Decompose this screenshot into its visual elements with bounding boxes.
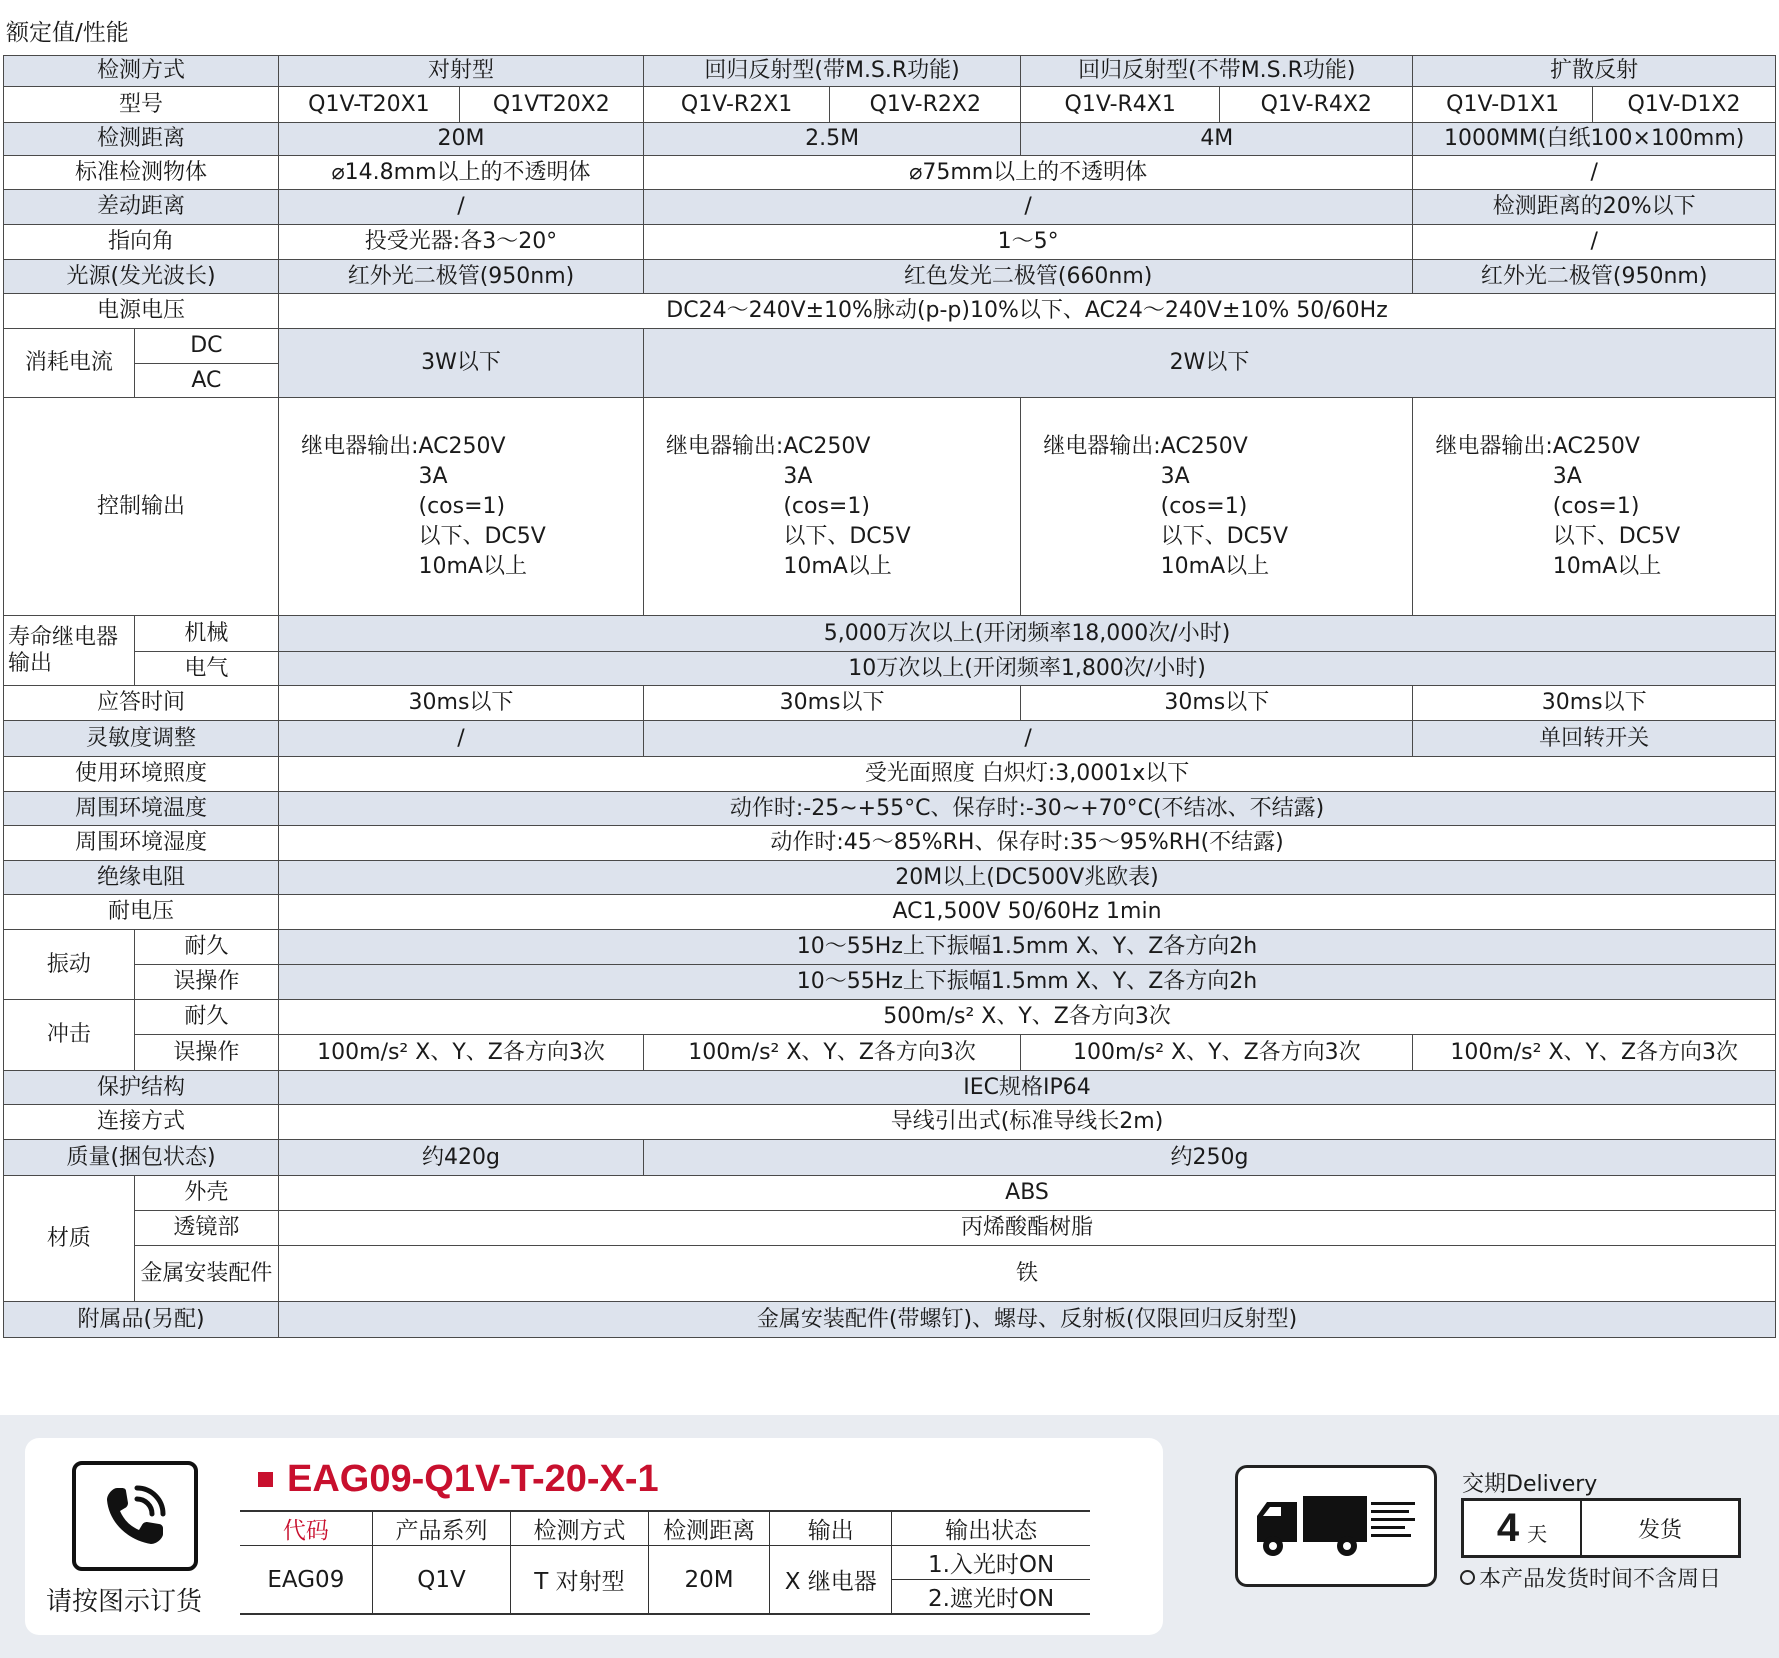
row-label: 灵敏度调整 xyxy=(4,721,279,757)
delivery-box xyxy=(1461,1498,1741,1558)
relay-value: AC250V xyxy=(783,433,871,459)
table-row xyxy=(4,721,1776,757)
cell: 铁 xyxy=(279,1246,1776,1302)
table-row xyxy=(4,757,1776,792)
table-row xyxy=(4,616,1776,652)
row-label: 保护结构 xyxy=(4,1071,279,1105)
table-row xyxy=(4,190,1776,225)
cell: 10万次以上(开闭频率1,800次/小时) xyxy=(279,652,1776,686)
header-cell: 代码 xyxy=(240,1511,372,1546)
cell: 回归反射型(不带M.S.R功能) xyxy=(1021,56,1413,87)
table-row xyxy=(4,1211,1776,1246)
row-label: 差动距离 xyxy=(4,190,279,225)
cell: AC1,500V 50/60Hz 1min xyxy=(279,895,1776,930)
sub-label: 耐久 xyxy=(134,1000,278,1035)
table-row xyxy=(4,792,1776,826)
cell: 红色发光二极管(660nm) xyxy=(643,260,1412,294)
cell: 3W以下 xyxy=(279,329,644,398)
relay-cell xyxy=(643,398,1020,616)
cell: 20M以上(DC500V兆欧表) xyxy=(279,861,1776,895)
relay-value: 10mA以上 xyxy=(783,553,892,579)
cell: 30ms以下 xyxy=(279,686,644,721)
cell: Q1V-D1X2 xyxy=(1592,87,1775,123)
cell: 检测距离的20%以下 xyxy=(1413,190,1776,225)
order-hint: 请按图示订货 xyxy=(46,1587,203,1617)
cell: Q1V-R4X2 xyxy=(1220,87,1413,123)
relay-label: 继电器输出: xyxy=(1435,433,1553,459)
section-title: 额定值/性能 xyxy=(6,20,129,46)
cell: 30ms以下 xyxy=(643,686,1020,721)
sub-label: 电气 xyxy=(134,652,278,686)
relay-value: AC250V xyxy=(1160,433,1248,459)
sub-label: 误操作 xyxy=(134,1035,278,1071)
relay-value: 以下、DC5V xyxy=(1160,523,1289,549)
cell: Q1V-D1X1 xyxy=(1413,87,1593,123)
relay-value: AC250V xyxy=(1552,433,1640,459)
circle-bullet-icon xyxy=(1460,1570,1475,1585)
state-cell: 2.遮光时ON xyxy=(892,1580,1090,1615)
cell: 扩散反射 xyxy=(1413,56,1776,87)
cell: / xyxy=(1413,225,1776,260)
cell: 导线引出式(标准导线长2m) xyxy=(279,1105,1776,1140)
table-row xyxy=(4,965,1776,1000)
delivery-days-number: 4 xyxy=(1496,1505,1520,1550)
cell: 10～55Hz上下振幅1.5mm X、Y、Z各方向2h xyxy=(279,965,1776,1000)
row-label: 指向角 xyxy=(4,225,279,260)
cell: / xyxy=(279,721,644,757)
table-row xyxy=(4,56,1776,87)
row-label: 振动 xyxy=(4,930,135,1000)
relay-value: (cos=1) xyxy=(1160,493,1248,519)
cell: 100m/s² X、Y、Z各方向3次 xyxy=(643,1035,1020,1071)
delivery-note-text: 本产品发货时间不含周日 xyxy=(1479,1567,1722,1592)
table-row xyxy=(4,861,1776,895)
sub-label: 机械 xyxy=(134,616,278,652)
cell: 动作时:-25~+55°C、保存时:-30~+70°C(不结冰、不结露) xyxy=(279,792,1776,826)
row-label: 电源电压 xyxy=(4,294,279,329)
row-label: 绝缘电阻 xyxy=(4,861,279,895)
cell: 20M xyxy=(279,123,644,156)
cell: 1000MM(白纸100×100mm) xyxy=(1413,123,1776,156)
order-code-text: EAG09-Q1V-T-20-X-1 xyxy=(287,1458,659,1500)
cell: 4M xyxy=(1021,123,1413,156)
phone-icon xyxy=(72,1461,198,1571)
relay-value: 10mA以上 xyxy=(418,553,527,579)
relay-label: 继电器输出: xyxy=(665,433,784,459)
table-row xyxy=(4,1140,1776,1176)
cell: Q1V-R2X1 xyxy=(643,87,829,123)
row-label: 应答时间 xyxy=(4,686,279,721)
row-label: 检测方式 xyxy=(4,56,279,87)
table-row xyxy=(240,1546,1090,1580)
table-row xyxy=(4,260,1776,294)
cell: / xyxy=(1413,156,1776,190)
value-cell: Q1V xyxy=(372,1546,511,1615)
cell: 100m/s² X、Y、Z各方向3次 xyxy=(279,1035,644,1071)
value-cell: T 对射型 xyxy=(511,1546,648,1615)
value-cell: 20M xyxy=(648,1546,770,1615)
header-cell: 输出 xyxy=(770,1511,892,1546)
delivery-ship: 发货 xyxy=(1637,1517,1682,1543)
table-row xyxy=(4,87,1776,123)
cell: 对射型 xyxy=(279,56,644,87)
cell: 金属安装配件(带螺钉)、螺母、反射板(仅限回归反射型) xyxy=(279,1302,1776,1338)
sub-label: 金属安装配件 xyxy=(134,1246,278,1302)
bullet-square-icon xyxy=(258,1472,273,1487)
table-row xyxy=(4,686,1776,721)
table-row xyxy=(4,1302,1776,1338)
sub-label: 外壳 xyxy=(134,1176,278,1211)
row-label: 寿命继电器输出 xyxy=(4,616,135,686)
relay-value: (cos=1) xyxy=(1552,493,1640,519)
relay-value: 3A xyxy=(418,463,448,489)
table-row xyxy=(240,1511,1090,1546)
table-row xyxy=(4,930,1776,965)
relay-value: 3A xyxy=(783,463,813,489)
table-row xyxy=(4,225,1776,260)
table-row xyxy=(4,398,1776,616)
sub-label: AC xyxy=(134,364,278,398)
relay-value: 10mA以上 xyxy=(1160,553,1270,579)
cell: Q1VT20X2 xyxy=(459,87,643,123)
relay-cell xyxy=(1021,398,1413,616)
cell: Q1V-R2X2 xyxy=(830,87,1021,123)
table-row xyxy=(4,329,1776,364)
table-row xyxy=(4,1246,1776,1302)
relay-value: 以下、DC5V xyxy=(1552,523,1681,549)
sub-label: 耐久 xyxy=(134,930,278,965)
table-row xyxy=(4,652,1776,686)
table-row xyxy=(4,826,1776,861)
cell: 丙烯酸酯树脂 xyxy=(279,1211,1776,1246)
cell: DC24～240V±10%脉动(p-p)10%以下、AC24～240V±10% 50/60Hz xyxy=(279,294,1776,329)
relay-label: 继电器输出: xyxy=(301,433,419,459)
relay-value: 3A xyxy=(1160,463,1190,489)
cell: 100m/s² X、Y、Z各方向3次 xyxy=(1413,1035,1776,1071)
row-label: 周围环境湿度 xyxy=(4,826,279,861)
table-row xyxy=(4,156,1776,190)
cell: 红外光二极管(950nm) xyxy=(1413,260,1776,294)
cell: 2.5M xyxy=(643,123,1020,156)
header-cell: 输出状态 xyxy=(892,1511,1090,1546)
relay-value: 以下、DC5V xyxy=(783,523,911,549)
row-label: 消耗电流 xyxy=(4,329,135,398)
table-row xyxy=(4,895,1776,930)
truck-icon xyxy=(1235,1465,1437,1587)
header-cell: 产品系列 xyxy=(372,1511,511,1546)
cell: 动作时:45～85%RH、保存时:35～95%RH(不结露) xyxy=(279,826,1776,861)
row-label: 冲击 xyxy=(4,1000,135,1071)
relay-value: (cos=1) xyxy=(783,493,870,519)
delivery-label: 交期Delivery xyxy=(1462,1472,1598,1497)
cell: / xyxy=(643,190,1412,225)
cell: IEC规格IP64 xyxy=(279,1071,1776,1105)
table-row xyxy=(4,1035,1776,1071)
row-label: 检测距离 xyxy=(4,123,279,156)
cell: / xyxy=(279,190,644,225)
state-cell: 1.入光时ON xyxy=(892,1546,1090,1580)
relay-label: 继电器输出: xyxy=(1043,433,1161,459)
table-row xyxy=(4,123,1776,156)
cell: / xyxy=(643,721,1412,757)
value-cell: X 继电器 xyxy=(770,1546,892,1615)
cell: ⌀14.8mm以上的不透明体 xyxy=(279,156,644,190)
cell: Q1V-R4X1 xyxy=(1021,87,1220,123)
table-row xyxy=(4,1176,1776,1211)
cell: ⌀75mm以上的不透明体 xyxy=(643,156,1412,190)
row-label: 耐电压 xyxy=(4,895,279,930)
row-label: 使用环境照度 xyxy=(4,757,279,792)
cell: 30ms以下 xyxy=(1413,686,1776,721)
order-code xyxy=(258,1458,659,1501)
relay-value: (cos=1) xyxy=(418,493,506,519)
row-label: 材质 xyxy=(4,1176,135,1302)
relay-value: AC250V xyxy=(418,433,506,459)
cell: 100m/s² X、Y、Z各方向3次 xyxy=(1021,1035,1413,1071)
cell: 2W以下 xyxy=(643,329,1775,398)
relay-value: 3A xyxy=(1552,463,1582,489)
delivery-note xyxy=(1460,1562,1721,1593)
relay-cell xyxy=(279,398,644,616)
row-label: 连接方式 xyxy=(4,1105,279,1140)
relay-cell xyxy=(1413,398,1776,616)
cell: 500m/s² X、Y、Z各方向3次 xyxy=(279,1000,1776,1035)
delivery-days xyxy=(1464,1501,1582,1555)
row-label: 标准检测物体 xyxy=(4,156,279,190)
row-label: 光源(发光波长) xyxy=(4,260,279,294)
header-cell: 检测方式 xyxy=(511,1511,648,1546)
header-cell: 检测距离 xyxy=(648,1511,770,1546)
value-cell: EAG09 xyxy=(240,1546,372,1615)
cell: 回归反射型(带M.S.R功能) xyxy=(643,56,1020,87)
sub-label: 透镜部 xyxy=(134,1211,278,1246)
cell: 投受光器:各3～20° xyxy=(279,225,644,260)
relay-value: 以下、DC5V xyxy=(418,523,546,549)
cell: 30ms以下 xyxy=(1021,686,1413,721)
cell: 约250g xyxy=(643,1140,1775,1176)
cell: 受光面照度 白炽灯:3,0001x以下 xyxy=(279,757,1776,792)
cell: 红外光二极管(950nm) xyxy=(279,260,644,294)
cell: 单回转开关 xyxy=(1413,721,1776,757)
sub-label: 误操作 xyxy=(134,965,278,1000)
cell: Q1V-T20X1 xyxy=(279,87,460,123)
spec-table xyxy=(3,55,1776,1338)
cell: ABS xyxy=(279,1176,1776,1211)
delivery-days-unit: 天 xyxy=(1527,1521,1548,1546)
order-code-table xyxy=(240,1510,1090,1615)
row-label: 质量(捆包状态) xyxy=(4,1140,279,1176)
row-label: 控制输出 xyxy=(4,398,279,616)
table-row xyxy=(4,1105,1776,1140)
relay-value: 10mA以上 xyxy=(1552,553,1662,579)
sub-label: DC xyxy=(134,329,278,364)
row-label: 附属品(另配) xyxy=(4,1302,279,1338)
cell: 10～55Hz上下振幅1.5mm X、Y、Z各方向2h xyxy=(279,930,1776,965)
table-row xyxy=(4,1071,1776,1105)
table-row xyxy=(4,294,1776,329)
row-label: 型号 xyxy=(4,87,279,123)
cell: 1～5° xyxy=(643,225,1412,260)
row-label: 周围环境温度 xyxy=(4,792,279,826)
table-row xyxy=(4,1000,1776,1035)
cell: 约420g xyxy=(279,1140,644,1176)
cell: 5,000万次以上(开闭频率18,000次/小时) xyxy=(279,616,1776,652)
